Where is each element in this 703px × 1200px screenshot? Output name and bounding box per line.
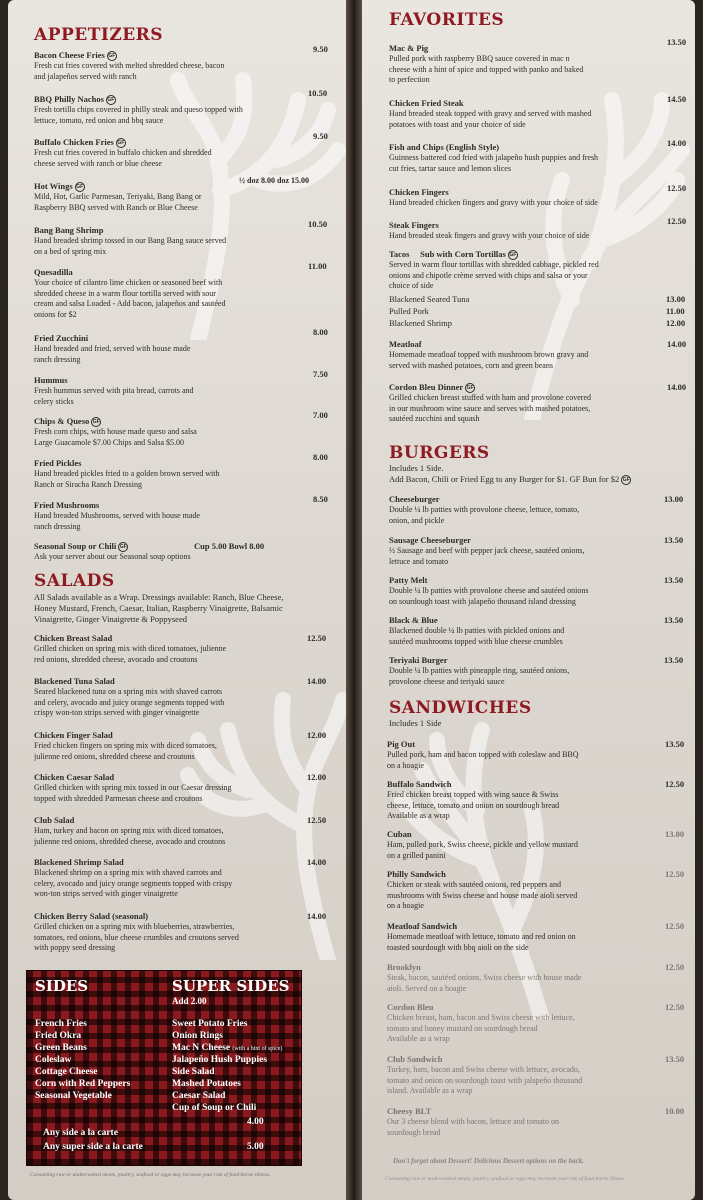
menu-item [389,183,691,209]
item-desc: island. Available as a wrap [387,1086,473,1095]
super-side-note: (with a hint of spice) [232,1046,283,1052]
item-desc: to perfection [389,75,430,84]
menu-item [34,911,332,954]
item-price: 13.50 [667,37,687,47]
item-name: Bacon Cheese Fries [34,50,105,60]
gluten-free-icon: GF [119,544,127,551]
gluten-free-icon: GF [76,184,84,191]
sides-box [26,970,302,1166]
sandwiches-note: Includes 1 Side [389,718,442,728]
item-name: Blackened Tuna Salad [34,676,115,686]
item-desc: provolone cheese and teriyaki sauce [389,676,505,686]
favorites-title: FAVORITES [389,10,505,30]
item-name: Cheeseburger [389,494,440,504]
item-price: 12.00 [307,730,327,740]
item-price: 14.00 [307,911,327,921]
menu-item [34,410,332,448]
item-desc: ranch dressing [34,521,81,531]
item-price: 14.00 [667,138,687,148]
item-desc: Double ¼ lb patties with provolone cheese and sautéed onions [389,586,589,595]
item-name: Brooklyn [387,962,421,972]
taco-option [389,318,689,329]
item-name: Buffalo Chicken Fries [34,137,114,147]
item-price: 14.00 [667,339,687,349]
super-side-item: Onion Rings [172,1031,223,1041]
taco-option [389,306,689,317]
item-name: Chicken Caesar Salad [34,772,115,782]
menu-item [387,829,691,861]
book-gutter [346,0,362,1200]
item-desc: cheese with a hint of spice and topped with panko and baked [389,64,584,74]
item-desc: Fresh hummus served with pita bread, carrots and [34,386,194,395]
taco-option-price: 13.00 [666,294,686,304]
item-name: Fish and Chips (English Style) [389,142,500,152]
item-desc: tomato and onion on sourdough toast with jalapeño thousand [387,1075,583,1085]
item-name: Bang Bang Shrimp [34,225,104,235]
item-desc: Hand breaded steak fingers and gravy with your choice of side [389,231,590,240]
item-desc: Seared blackened tuna on a spring mix with shaved carrots [34,687,223,696]
item-desc: Large Guacamole $7.00 Chips and Salsa $5.00 [34,437,185,447]
gluten-free-icon: GF [622,477,630,484]
menu-item [34,44,332,82]
menu-item [387,962,691,994]
menu-item [389,382,691,425]
item-desc: Hand breaded shrimp tossed in our Bang Bang sauce served [34,236,227,245]
item-price: 13.00 [664,494,684,504]
side-item: Seasonal Vegetable [35,1091,112,1101]
item-price: 13.50 [664,575,684,585]
item-name: Black & Blue [389,615,438,625]
item-desc: choice of side [389,281,434,291]
salads-title: SALADS [34,571,115,591]
item-name: Tacos [389,249,410,259]
item-desc: Grilled chicken breast stuffed with ham and provolone covered [389,393,592,403]
item-desc: Turkey, ham, bacon and Swiss cheese with lettuce, avocado, [387,1065,580,1074]
taco-option-label: Pulled Pork [389,306,429,316]
side-item: Green Beans [35,1043,87,1053]
tacos-sub-note: Sub with Corn Tortillas [420,249,506,259]
item-price: 12.50 [307,815,327,825]
item-name: Chicken Fingers [389,187,449,197]
item-desc: ½ Sausage and beef with pepper jack cheese, sautéed onions, [389,546,585,555]
item-desc: Ham, pulled pork, Swiss cheese, pickle and yellow mustard [387,840,578,849]
menu-item [389,339,691,371]
salads-note: All Salads available as a Wrap. Dressings available: Ranch, Blue Cheese, [34,592,284,602]
item-desc: Available as a wrap [387,1034,450,1043]
item-name: Cordon Bleu [387,1002,434,1012]
item-desc: Double ¼ lb patties with provolone cheese, lettuce, tomato, [389,505,580,514]
item-name: Chicken Finger Salad [34,730,113,740]
item-name: Cuban [387,829,412,839]
item-price: 7.00 [313,410,328,420]
side-item: French Fries [35,1019,87,1029]
gluten-free-icon: GF [117,140,125,147]
item-desc: red onions, shredded cheese, avocado and croutons [34,654,198,664]
item-desc: on a bed of spring mix [34,246,107,256]
item-price: 9.50 [313,44,328,54]
menu-item [34,633,332,665]
ala-carte-price: 4.00 [247,1117,264,1127]
menu-item [34,176,332,213]
item-name: BBQ Philly Nachos [34,94,104,104]
item-price: 9.50 [313,131,328,141]
item-price: 12.50 [665,869,685,879]
item-desc: Fried chicken breast topped with wing sauce & Swiss [387,790,559,799]
item-name: Blackened Shrimp Salad [34,857,124,867]
item-price: 13.50 [664,615,684,625]
menu-item [34,772,332,804]
item-desc: Our 3 cheese blend with bacon, lettuce and tomato on [387,1117,559,1126]
item-price: 12.50 [665,1002,685,1012]
menu-item [387,869,691,912]
item-desc: Double ¼ lb patties with pineapple ring, sautéed onions, [389,666,570,675]
item-desc: Pulled pork with raspberry BBQ sauce covered in mac n [389,54,570,63]
item-price: 13.50 [665,1054,685,1064]
gluten-free-icon: GF [466,385,474,392]
menu-item [387,779,691,822]
item-desc: Pulled pork, ham and bacon topped with coleslaw and BBQ [387,750,579,759]
super-sides-title: SUPER SIDES [172,977,290,995]
item-name: Meatloaf [389,339,422,349]
item-desc: Steak, bacon, sautéed onions, Swiss cheese with house made [387,973,582,982]
menu-item [389,535,691,567]
item-name: Club Sandwich [387,1054,443,1064]
item-price: 13.50 [664,535,684,545]
item-desc: onion, and pickle [389,515,445,525]
item-desc: Chicken breast, ham, bacon and Swiss cheese with lettuce, [387,1013,575,1022]
item-desc: mushrooms with Swiss cheese and house made aioli served [387,890,578,900]
item-desc: Guinness battered cod fried with jalapeño hush puppies and fresh [389,153,599,162]
item-desc: Ask your server about our Seasonal soup options [34,552,191,562]
item-name: Patty Melt [389,575,428,585]
item-name: Club Salad [34,815,75,825]
item-desc: sourdough bread [387,1127,441,1137]
item-desc: Mild, Hot, Garlic Parmesan, Teriyaki, Bang Bang or [34,192,202,202]
menu-item-tacos [389,249,691,292]
item-name: Mac & Pig [389,43,429,53]
item-desc: lettuce and tomato [389,556,449,566]
item-desc: celery, avocado and juicy orange segments topped with crispy [34,878,233,888]
item-price: 13.50 [664,655,684,665]
menu-item [389,575,691,607]
item-desc: Hand breaded steak topped with gravy and served with mashed [389,109,592,118]
item-price: 13.50 [665,739,685,749]
item-desc: celery sticks [34,396,74,406]
item-name: Hot Wings [34,181,73,191]
menu-item [34,730,332,762]
item-desc: Your choice of cilantro lime chicken or seasoned beef with [34,278,223,287]
taco-option-label: Blackened Shrimp [389,318,453,328]
menu-item [389,94,691,130]
item-desc: cheese served with ranch or blue cheese [34,158,162,168]
item-desc: topped with shredded Parmesan cheese and croutons [34,793,203,803]
side-item: Corn with Red Peppers [35,1079,131,1089]
item-desc: aioli. Served on a hoagie [387,983,467,993]
item-desc: on a grilled panini [387,850,446,860]
menu-item [389,37,691,86]
gluten-free-icon: GF [108,53,116,60]
item-desc: Hand breaded pickles fried to a golden brown served with [34,469,220,478]
item-desc: Homemade meatloaf topped with mushroom brown gravy and [389,350,589,359]
item-desc: cream and salsa Loaded - Add bacon, jalapeños and sautéed [34,299,226,308]
item-desc: onions for $2 [34,309,77,319]
menu-item [34,327,332,365]
item-price: Cup 5.00 Bowl 8.00 [194,541,265,551]
burgers-note-text: Add Bacon, Chili or Fried Egg to any Burger for $1. GF Bun for $2 [389,474,620,484]
item-name: Meatloaf Sandwich [387,921,458,931]
item-desc: Fresh tortilla chips covered in philly steak and queso topped with [34,105,243,115]
menu-item [34,369,332,407]
burgers-note: Includes 1 Side. [389,463,444,473]
item-desc: and celery, avocado and juicy orange segments topped with [34,697,225,707]
item-price: 8.50 [313,494,328,504]
item-desc: Grilled chicken with spring mix tossed in our Caesar dressing [34,783,232,792]
taco-option [389,294,689,305]
item-desc: Grilled chicken on spring mix with diced tomatoes, julienne [34,644,227,653]
menu-item [34,815,332,847]
item-price: 10.50 [308,219,328,229]
menu-item [387,921,691,953]
super-side-item: Jalapeño Hush Puppies [172,1055,268,1065]
item-price: 12.50 [667,183,687,193]
appetizers-title: APPETIZERS [34,25,164,45]
item-price: 12.50 [665,921,685,931]
item-desc: shredded cheese in a warm flour tortilla served with sour [34,288,216,298]
salads-note: Vinaigrette, Ginger Vinaigrette & Poppyseed [34,614,187,624]
item-desc: on a hoagie [387,760,424,770]
item-name: Hummus [34,375,68,385]
item-desc: Ham, turkey and bacon on spring mix with diced tomatoes, [34,826,224,835]
item-desc: on a hoagie [387,901,424,910]
item-desc: ranch dressing [34,354,81,364]
item-price: 12.50 [665,962,685,972]
item-name: Buffalo Sandwich [387,779,452,789]
item-name: Philly Sandwich [387,869,446,879]
item-desc: Homemade meatloaf with lettuce, tomato and red onion on [387,932,576,941]
super-sides-add: Add 2.00 [172,996,207,1006]
item-name: Teriyaki Burger [389,655,448,665]
item-desc: Blackened double ¼ lb patties with pickled onions and [389,626,565,635]
menu-item [34,494,332,532]
item-name: Fried Mushrooms [34,500,100,510]
menu-item [389,216,691,242]
item-price: 10.00 [665,1106,685,1116]
item-desc: with poppy seed dressing [34,943,116,952]
dessert-note: Don't forget about Dessert! Delicious Dessert options on the back. [393,1157,584,1165]
menu-item [34,131,332,169]
taco-option-price: 11.00 [666,306,685,316]
item-desc: Fresh cut fries covered in buffalo chicken and shredded [34,148,212,158]
item-desc: potatoes with toast and your choice of side [389,119,526,129]
sandwiches-title: SANDWICHES [389,698,532,718]
menu-item [387,1054,691,1097]
item-desc: won-ton strips served with ginger vinaigrette [34,889,178,898]
item-desc: and jalapeños served with ranch [34,71,137,81]
item-desc: onions and chipotle crème served with chips and salsa or your [389,270,588,280]
item-price: 10.50 [308,88,328,98]
super-ala-carte-label: Any super side a la carte [43,1142,143,1152]
side-item: Fried Okra [35,1031,82,1041]
item-desc: tomato and honey mustard on sourdough bread [387,1023,538,1033]
item-price: 8.00 [313,452,328,462]
burgers-title: BURGERS [389,443,490,463]
item-desc: Served in warm flour tortillas with shredded cabbage, pickled red [389,260,599,270]
menu-item [34,261,332,320]
item-desc: julienne red onions, shredded cheese and croutons [34,751,195,761]
item-price: 11.00 [308,261,327,271]
item-desc: cut fries, tartar sauce and lemon slices [389,163,511,173]
menu-item [387,739,691,771]
menu-item [389,494,691,526]
menu-item [34,857,332,900]
item-price: 13.00 [665,829,685,839]
item-price: 12.00 [307,772,327,782]
item-desc: sautéed mushrooms topped with blue cheese crumbles [389,636,563,646]
burgers-note [389,474,695,485]
item-price: 12.50 [307,633,327,643]
menu-item [389,138,691,174]
item-desc: Chicken or steak with sautéed onions, red peppers and [387,880,561,889]
menu-item [389,655,691,687]
item-name: Chicken Berry Salad (seasonal) [34,911,149,921]
item-name: Fried Zucchini [34,333,89,343]
menu-item [387,1106,691,1138]
item-desc: Fried chicken fingers on spring mix with diced tomatoes, [34,741,217,750]
menu-item [34,88,332,126]
item-name: Seasonal Soup or Chili [34,541,117,551]
item-price: 14.50 [667,94,687,104]
taco-option-price: 12.00 [666,318,686,328]
item-price: 14.00 [307,857,327,867]
item-desc: in our mushroom wine sauce and serves with mashed potatoes, [389,403,591,413]
item-price: 12.50 [667,216,687,226]
super-side-item: Cup of Soup or Chili [172,1103,257,1113]
gluten-free-icon: GF [107,97,115,104]
item-desc: Fresh corn chips, with house made queso and salsa [34,427,197,437]
item-name: Chicken Fried Steak [389,98,464,108]
super-side-item: Mashed Potatoes [172,1079,241,1089]
sides-title: SIDES [35,977,89,995]
item-name: Sausage Cheeseburger [389,535,471,545]
item-desc: served with mashed potatoes, corn and green beans [389,360,553,370]
side-item: Cottage Cheese [35,1067,98,1077]
item-price: 14.00 [667,382,687,392]
item-desc: Hand breaded and fried, served with house made [34,344,191,353]
menu-item [34,452,332,490]
item-name: Quesadilla [34,267,73,277]
menu-item [34,219,332,257]
item-name: Steak Fingers [389,220,439,230]
menu-item [34,541,332,563]
item-desc: Grilled chicken on a spring mix with blueberries, strawberries, [34,922,235,931]
gluten-free-icon: GF [509,252,517,259]
item-desc: Ranch or Siracha Ranch Dressing [34,479,142,489]
super-side-item: Sweet Potato Fries [172,1019,248,1029]
item-desc: julienne red onions, shredded cheese, avocado and croutons [34,836,226,846]
item-desc: tomatoes, red onions, blue cheese crumbles and croutons served [34,932,239,942]
super-side-item: Caesar Salad [172,1091,226,1101]
side-item: Coleslaw [35,1055,72,1065]
item-desc: toasted sourdough with bbq aioli on the side [387,942,529,952]
item-desc: on sourdough toast with jalapeño thousand island dressing [389,596,576,606]
item-price: 12.50 [665,779,685,789]
ala-carte-label: Any side a la carte [43,1128,118,1138]
item-name: Chips & Queso [34,416,90,426]
item-price: ½ doz 8.00 doz 15.00 [239,176,309,185]
item-name: Pig Out [387,739,416,749]
menu-item [389,615,691,647]
taco-option-label: Blackened Seared Tuna [389,294,470,304]
item-desc: Hand breaded Mushrooms, served with house made [34,511,200,520]
left-footer-disclaimer: Consuming raw or undercooked meats, poultry, seafood or eggs may increase your risk of food borne illness. [30,1172,271,1178]
gluten-free-icon: GF [92,419,100,426]
item-desc: Hand breaded chicken fingers and gravy with your choice of side [389,198,598,207]
item-price: 14.00 [307,676,327,686]
item-name: Cordon Bleu Dinner [389,382,464,392]
super-side-label: Mac N Cheese [172,1043,231,1053]
item-price: 8.00 [313,327,328,337]
item-name: Cheesy BLT [387,1106,432,1116]
item-price: 7.50 [313,369,328,379]
item-desc: Available as a wrap [387,811,450,820]
super-side-item: Side Salad [172,1067,215,1077]
item-name: Chicken Breast Salad [34,633,113,643]
salads-note: Honey Mustard, French, Caesar, Italian, Raspberry Vinaigrette, Balsamic [34,603,283,613]
menu-item [34,676,332,719]
item-desc: lettuce, tomato, red onion and bbq sauce [34,115,164,125]
item-desc: cheese, lettuce, tomato and onion on sourdough bread [387,800,560,810]
item-desc: sautéed zucchini and squash [389,414,480,424]
item-desc: crispy won-ton strips served with ginger vinaigrette [34,708,200,717]
item-desc: Raspberry BBQ served with Ranch or Blue Cheese [34,202,198,212]
menu-item [387,1002,691,1045]
item-desc: Blackened shrimp on a spring mix with shaved carrots and [34,868,222,877]
item-name: Fried Pickles [34,458,82,468]
item-desc: Fresh cut fries covered with melted shredded cheese, bacon [34,61,225,71]
super-ala-carte-price: 5.00 [247,1142,264,1152]
right-footer-disclaimer: Consuming raw or undercooked meats, poultry, seafood or eggs may increase your risk of food borne illness. [385,1176,626,1182]
